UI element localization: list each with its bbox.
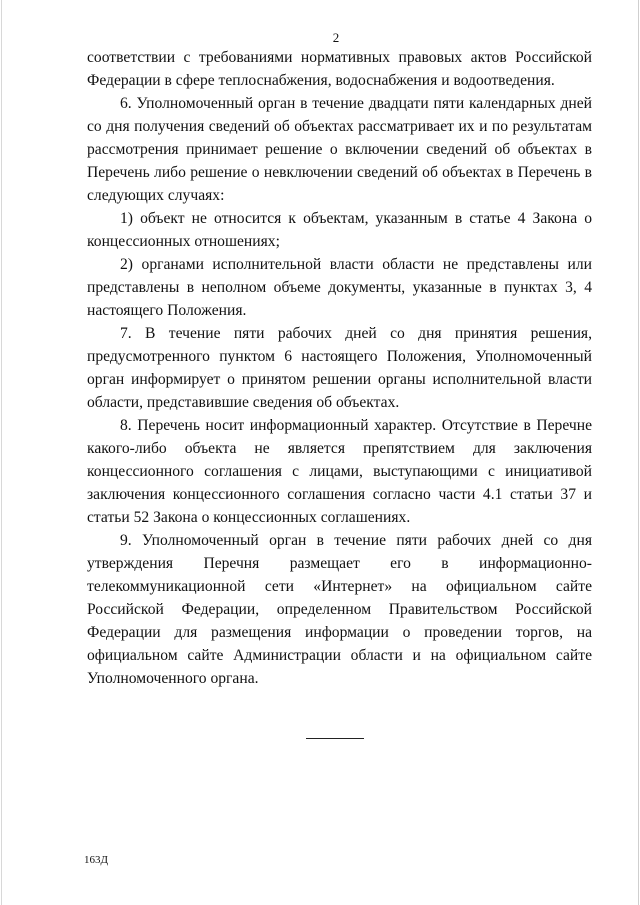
paragraph-subitem-2: 2) органами исполнительной власти области не представлены или представлены в неполном объеме документы, указанные в пунктах 3, 4 настоящего Положения. xyxy=(87,256,592,319)
document-code: 163Д xyxy=(84,854,109,866)
paragraph-subitem-1: 1) объект не относится к объектам, указанным в статье 4 Закона о концессионных отношениях; xyxy=(87,210,592,250)
page-right-edge xyxy=(638,0,639,905)
end-divider-line xyxy=(306,738,364,739)
document-body xyxy=(87,46,592,690)
paragraph-item-8: 8. Перечень носит информационный характер. Отсутствие в Перечне какого-либо объекта не является препятствием для заключения концессионного соглашения с лицами, выступающими с инициативой заключения концессионного соглашения согласно части 4.1 статьи 37 и статьи 52 Закона о концессионных соглашениях. xyxy=(87,417,592,526)
paragraph-item-7: 7. В течение пяти рабочих дней со дня принятия решения, предусмотренного пунктом 6 настоящего Положения, Уполномоченный орган информирует о принятом решении органы исполнительной власти области, представившие сведения об объектах. xyxy=(87,325,592,411)
paragraph-item-6: 6. Уполномоченный орган в течение двадцати пяти календарных дней со дня получения сведений об объектах рассматривает их и по результатам рассмотрения принимает решение о включении сведений об объектах в Перечень либо решение о невключении сведений об объектах в Перечень в следующих случаях: xyxy=(87,95,592,204)
page-left-edge xyxy=(1,0,2,905)
page-number: 2 xyxy=(332,30,340,45)
paragraph-continuation: соответствии с требованиями нормативных правовых актов Российской Федерации в сфере теплоснабжения, водоснабжения и водоотведения. xyxy=(87,49,592,89)
paragraph-item-9: 9. Уполномоченный орган в течение пяти рабочих дней со дня утверждения Перечня размещает его в информационно-телекоммуникационной сети «Интернет» на официальном сайте Российской Федерации, определенном Правительством Российской Федерации для размещения информации о проведении торгов, на официальном сайте Администрации области и на официальном сайте Уполномоченного органа. xyxy=(87,532,592,687)
